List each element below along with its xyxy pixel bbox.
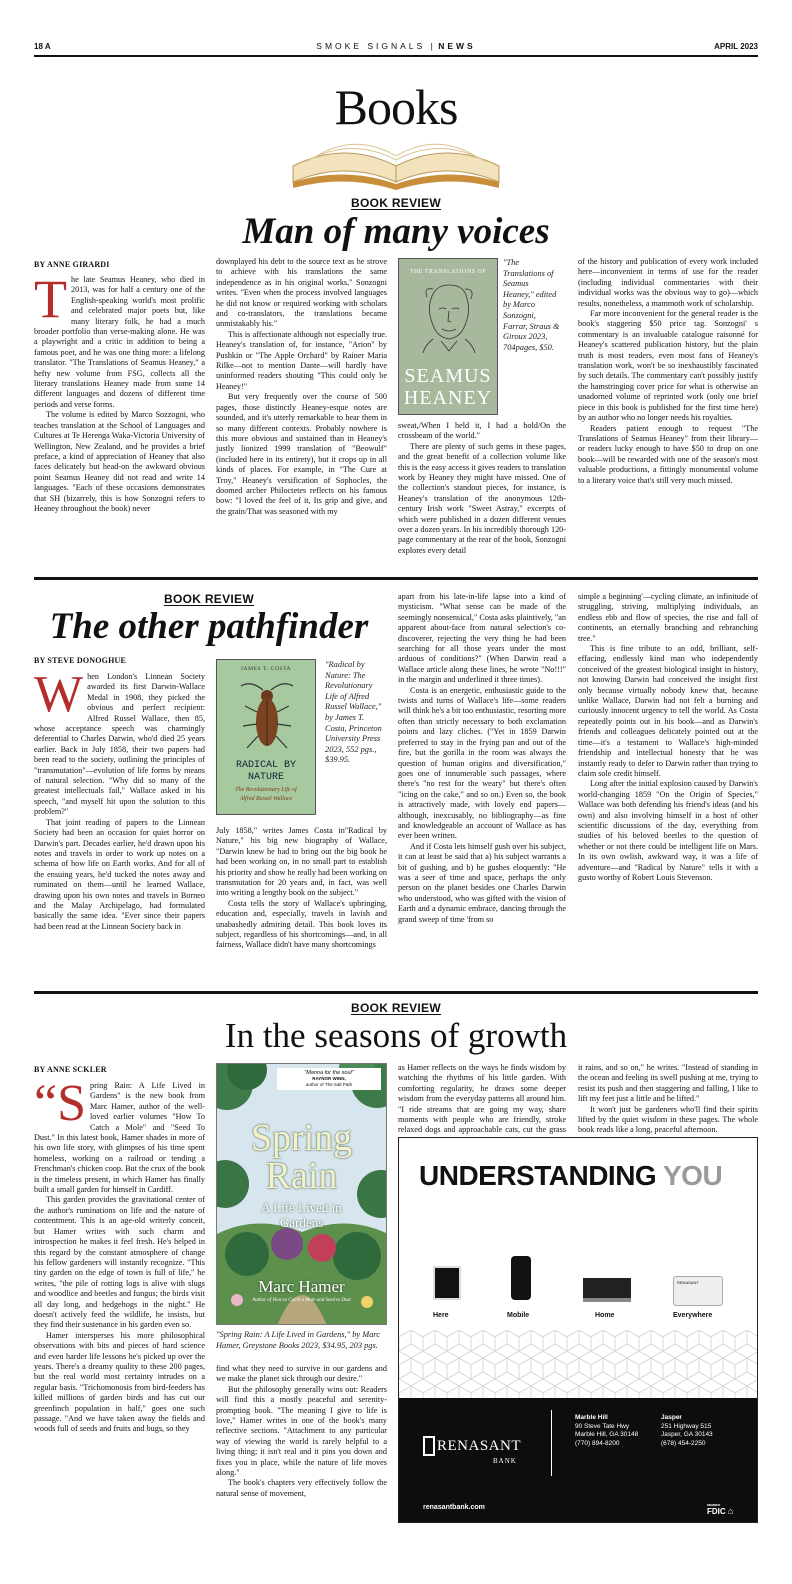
location-city: Jasper, GA 30143: [661, 1431, 713, 1438]
cover-subtitle-1: The Revolutionary Life of: [235, 787, 297, 793]
cover-author: JAMES T. COSTA: [240, 666, 292, 672]
paragraph: The volume is edited by Marco Sozzogni, who teaches translation at the School of Languages and Cultures at Te Herenga Waka-Victoria University of Wellington, New Zealand, and he provides a brief preface, a kind of appreciation of Heaney that also faces delicately but head-on the awkward obvious point Seamus Heaney did not read and write 14 languages. "Each of these occasions demonstrates that SH (bizarrely, this is how Sonzogni refers to Heaney throughout the book) never: [34, 410, 205, 513]
paragraph: It won't just be gardeners who'll find their spirits lifted by the quiet wisdom in these pages. The whole book reads like a long, peaceful afternoon.: [578, 1104, 758, 1135]
paragraph: downplayed his debt to the source text as he strove to achieve with his translations the same independence as in his original works," Sonzogni writes. "Even when the process involved languages he did not know or required working with scholars and co-translators, the translations became unmistakably his.": [216, 257, 387, 329]
paragraph: And if Costa lets himself gush over his subject, it can at least be said that a) his subject warrants a bit of gushing, and b) he gushes eloquently: "He was a seer of time and space, perhaps the only person on the planet besides one Charles Darwin who understood, who was gifted with the vision of Earth and a dynamic embrace, dancing through the grand sweep of time 'from so: [398, 841, 566, 924]
page-header: [34, 40, 758, 54]
paragraph: as Hamer reflects on the ways he finds wisdom by watching the rhythms of his little garden. With comforting regularity, he draws some deeper wisdom from the everyday patterns all around him. "I ride streams that are going my way, share moments with people who are friendly, stroke relaxed dogs and approachable cats, cut the grass: [398, 1063, 566, 1135]
ad-footer: [399, 1398, 758, 1523]
review3-caption: "Spring Rain: A Life Lived in Gardens," by Marc Hamer, Greystone Books 2023, $34.95, 203 pgs.: [216, 1330, 381, 1350]
review2-dropcap: W: [34, 666, 84, 723]
paragraph: it rains, and so on," he writes. "Instead of standing in the ocean and feeling its swell pushing at me, trying to resist its push and then staggering and falling, I like to lift my feet just a little and be lifted.": [578, 1063, 758, 1104]
paragraph: There are plenty of such gems in these pages, and the great benefit of a collection volume like this is the easy access it gives readers to translation work by Heaney they might have missed. One of the collection's standout pieces, for instance, is Heaney's translation of the anonymous 12th-century Irish work "Sweet Astray," excerpts of which were published in a dozen different venues over a dozen years. In his incredibly thorough 120-page commentary at the rear of the book, Sonzogni explores every detail: [398, 441, 566, 555]
paragraph: July 1858," writes James Costa in"Radical by Nature," his big new biography of Wallace, "Darwin knew he had to bring out the big book he had been working on, in no small part to establish his priority and show he really had been working on transmutation for 20 years and, in fact, was well into writing a lengthy book on the subject.": [216, 826, 387, 898]
ad-label-here: Here: [433, 1312, 449, 1319]
review2-col4: [578, 592, 758, 883]
review3-col1: [34, 1075, 205, 1435]
logo-name: RENASANT: [437, 1438, 522, 1454]
review1-caption: "The Translations of Seamus Heaney," edited by Marco Sonzogni, Farrar, Straus & Giroux 2023, 704pages, $50.: [503, 258, 560, 352]
paragraph: The book's chapters very effectively follow the natural sense of movement,: [216, 1478, 387, 1498]
ad-website-link[interactable]: renasantbank.com: [423, 1504, 485, 1511]
ad-headline-accent: YOU: [662, 1160, 723, 1191]
cover-title-nature: NATURE: [247, 772, 284, 783]
section-rule-2: [34, 991, 758, 994]
review1-label: BOOK REVIEW: [351, 196, 441, 210]
paragraph: Far more inconvenient for the general reader is the book's staggering $50 price tag. Sonzogni' s commentary is an invaluable catalogue raisonné for Heaney's scattered publication history, but the plain truth is most readers, even most fans of Heaney's translation work, won't be so inexhaustibly fascinated by such details. The commentary can't possibly justify the hamstringing cover price for what is otherwise an unadorned volume of reprinted work (only one brief piece in this book is published for the first time here) by an author who no longer needs his royalties.: [578, 309, 758, 423]
paragraph: simple a beginning'—cycling climate, an infinitude of struggling, striving, multiplying individuals, an endless ebb and flow of species, the rise and fall of continents, an eternally branching and rebranching tree.": [578, 592, 758, 643]
location-name: Jasper: [661, 1414, 682, 1421]
paragraph: But very frequently over the course of 500 pages, those distinctly Heaney-esque notes are sounded, and it's utterly remarkable to hear them in so many different contexts. Probably nowhere is this more obvious and sustained than in Heaney's justly lionized 1999 translation of "Beowulf" (included here in its entirety), but it crops up in all kinds of places. For example, in "The Cure at Troy," Heaney's versification of Sophocles, the doomed archer Philoctetes reflects on his famous bow: "I loved the feel of it, Its grip and give, and the grain/That was seasoned with my: [216, 392, 387, 516]
issue-date: APRIL 2023: [714, 42, 758, 51]
paragraph: Costa is an energetic, enthusiastic guide to the twists and turns of Wallace's life—some readers will think he's a bit too enthusiastic, resorting more often than strictly necessary to both exclamation points and lazy cliches. ("Yet in 1859 Darwin preferred to stay in the frying pan and out of the fire, but the gorilla in the room was always the question of human origins and diversification," goes one of innumerable such passages, where there's "no rest for the weary" but there's often "icing on the cake," and so on.) Even so, the book is attractively made, with lovely end papers—although, inexcusably, no bibliography—as fine and knowledgeable an account of Wallace as has ever been written.: [398, 685, 566, 841]
cover-title-radical: RADICAL BY: [235, 760, 296, 771]
review3-col3: [398, 1063, 566, 1146]
paragraph: he late Seamus Heaney, who died in 2013, was for half a century one of the English-speaking world's most prolific and celebrated major poets but, like many literary folk, he had a much broader portfolio than verse-making alone. He was a playwright and a critic in addition to being a famous poet, and he was one thing more: a lifelong translator. "The Translations of Seamus Heaney," a hefty new volume from FSG, collects all the literary translations Heaney made from some 14 different languages and dozens of different time periods and verse forms.: [34, 275, 205, 409]
publication-name: SMOKE SIGNALS: [316, 41, 426, 51]
paragraph: This garden provides the gravitational center of the author's ruminations on life and the nature of contentment. This is an age-old writerly conceit, but Hamer writes with such charm and introspection he makes it feel fresh. He's helped in this regard by the constant atmosphere of change his fellow gardeners will instantly recognize. "This tiny garden on the edge of town is full of life," he writes, "the pile of rotting logs is alive with slugs and woodlice and beetles and fungus; the birds visit all day long, and hedgehogs in the night." He doesn't actively feed the wildlife, he insists, but they find their sustenance in his garden even so.: [34, 1195, 205, 1330]
header-separator: |: [430, 41, 433, 51]
cover-series-text: THE TRANSLATIONS OF: [409, 269, 487, 275]
blurb-source: RAYNOR WINN,: [312, 1076, 346, 1081]
cover-subtitle-1: A Life Lived in: [261, 1200, 342, 1215]
ad-label-home: Home: [595, 1312, 615, 1319]
blurb-quote: "Manna for the soul": [304, 1070, 354, 1076]
cover-author-name: Marc Hamer: [258, 1277, 345, 1296]
cover-blurb: [277, 1068, 381, 1090]
page-number: 18 A: [34, 42, 51, 51]
cover-name-seamus: SEAMUS: [404, 365, 492, 387]
review3-label: BOOK REVIEW: [351, 1001, 441, 1015]
location-phone[interactable]: (770) 894-8200: [575, 1439, 620, 1447]
paragraph: This is fine tribute to an odd, brilliant, self-effacing, endlessly kind man who independently conceived of the greatest biological insight in history, not knowing Darwin had conceived the insight first only because virtually nobody knew that, because unlike Wallace, Darwin had not felt a burning and curiously innocent urgency to tell the world. As Costa repeatedly points out in his book—and as Darwin's friends and colleagues delicately pointed out at the time—it's a testament to Wallace's high-minded friendship and intellectual honesty that he was instantly ready to defer to Darwin rather than trying to claim sole credit himself.: [578, 644, 758, 778]
paragraph: pring Rain: A Life Lived in Gardens" is the new book from Marc Hamer, author of the well-loved earlier volumes "How To Catch a Mole" and "Seed To Dust." In this latest book, Hamer shades in more of his own life story, with glimpses of his time spent homeless, working on a railroad or tending a Frenchman's chicken coop. But the crux of the book is the timeless present, in which Hamer has finally built a small garden for himself in Cardiff.: [34, 1081, 205, 1195]
location-address: 251 Highway 515: [661, 1422, 712, 1430]
heaney-portrait-sketch: [421, 281, 477, 353]
books-title: Books: [334, 79, 458, 135]
paragraph: Costa tells the story of Wallace's upbringing, education and, especially, travels in lavish and unabashedly admiring detail. This book loves its subject, regardless of his shortcomings—and, in all fairness, Wallace didn't have many shortcomings: [216, 898, 387, 950]
cover-title-spring: Spring: [250, 1117, 353, 1159]
open-book-illustration: [285, 126, 507, 190]
paragraph: Hamer intersperses his more philosophical observations with bits and pieces of hard science and even harder life lessons he's picked up over the years. There's a dreamy quality to these 200 pages, but the real world most certainty intrudes on a regular basis. "Trichomonosis from bird-feeders has killed millions of garden birds and has cut our greenfinch population in half," goes one such passage. "And we have taken away the fields and woods full of seeds and fruits and bugs, so they: [34, 1330, 205, 1434]
cover-author-credit: Author of How to Catch a Mole and Seed to Dust: [252, 1298, 351, 1303]
paragraph: But the philosophy generally wins out: Readers will find this a mostly peaceful and serenity-prompting book. "The meaning I give to life is love," Hamer writes in one of the book's many reflective sections. "Attachment to any particular way of viewing the world is rarely helpful to a living thing; it isn't real and it pins you down and fixes you in place, while the nature of life moves along.": [216, 1384, 387, 1478]
review1-col4: [578, 257, 758, 486]
review2-col2: [216, 826, 387, 951]
paragraph: sweat,/When I held it, I had a hold/On the crossbeam of the world.": [398, 421, 566, 441]
ad-headline-main: UNDERSTANDING: [419, 1160, 657, 1191]
ad-label-mobile: Mobile: [507, 1312, 530, 1319]
fdic-text: FDIC: [707, 1507, 726, 1516]
location-phone[interactable]: (678) 454-2250: [661, 1439, 706, 1447]
paragraph: hen London's Linnean Society awarded its first Darwin-Wallace Medal in 1908, they picked the obvious and perfect recipient: Alfred Russel Wallace, then 85, whose acceptance speech was charmingly deferential to Charles Darwin, who'd died 25 years earlier. Back in July 1858, their two papers had been read to the society, outlining the principles of "transmutation"—evolution of life forms by means of natural selection. "Why did so many of the greatest intellectuals fail," Wallace asked in his speech, "and myself hit upon the solution to this problem?": [34, 672, 205, 817]
location-name: Marble Hill: [575, 1414, 608, 1421]
review1-col1: [34, 269, 205, 514]
blurb-source-detail: author of The Salt Path: [305, 1082, 353, 1087]
fdic-member: MEMBER: [707, 1503, 721, 1507]
review1-dropcap: T: [34, 269, 67, 329]
open-quote: “: [34, 1075, 58, 1132]
paragraph: Long after the initial explosion caused by Darwin's world-changing 1859 "On the Origin of Species," Wallace was both defending his friend's ideas (and his own) and also involving himself in a host of other scientific discussions of the day, everything from studies of his beloved beetles to the question of whether or not there could be intelligent life on Mars. In its own owlish, awkward way, it was a life of adventure—and "Radical by Nature" tells it with a gusto worthy of Robert Louis Stevenson.: [578, 779, 758, 882]
device-phone: [511, 1256, 531, 1300]
cube-pattern-background: [399, 1330, 758, 1398]
location-address: 90 Steve Tate Hwy: [575, 1422, 630, 1430]
logo-bank: BANK: [493, 1457, 517, 1465]
section-rule-1: [34, 577, 758, 580]
review2-col3: [398, 592, 566, 925]
device-branch-sign: [433, 1266, 461, 1300]
location-city: Marble Hill, GA 30148: [575, 1431, 639, 1438]
spring-rain-cover: [216, 1063, 387, 1325]
section-name: NEWS: [438, 41, 476, 51]
renasant-advertisement[interactable]: [398, 1137, 758, 1523]
review2-title: The other pathfinder: [49, 606, 369, 647]
header-rule: [34, 55, 758, 57]
review1-col2: [216, 257, 387, 517]
cover-title-rain: Rain: [265, 1155, 338, 1197]
review3-title: In the seasons of growth: [224, 1016, 568, 1055]
review3-byline: BY ANNE SCKLER: [34, 1065, 107, 1074]
heaney-book-cover: [398, 258, 498, 415]
equal-housing-icon: ⌂: [727, 1506, 734, 1516]
paragraph: find what they need to survive in our gardens and we make the planet sick through our desire.": [216, 1364, 387, 1384]
review2-byline: BY STEVE DONOGHUE: [34, 656, 127, 665]
device-laptop: [583, 1278, 631, 1302]
paragraph: apart from his late-in-life lapse into a kind of mysticism. "What sense can be made of the seemingly nonsensical," Costa asks plaintively, "an apparent about-face from natural selection's co-discoverer, rejecting the very thing he had been searching for all those years under the most arduous of conditions?" (When Darwin read a Wallace article along these lines, he wrote "No!!!" in the margin and underlined it three times).: [398, 592, 566, 685]
cover-subtitle-2: Alfred Russel Wallace: [239, 796, 293, 802]
dropcap-letter: S: [57, 1075, 87, 1132]
paragraph: This is affectionate although not especially true. Heaney's translation of, for instance, "Arion" by Pushkin or "The Apple Orchard" by Rainer Maria Rilke—not to mention Dante—will hardly have uninformed readers shouting "This could only be Heaney!": [216, 329, 387, 391]
beetle-illustration: [237, 676, 297, 756]
ad-headline: [419, 1160, 722, 1192]
paragraph: That joint reading of papers to the Linnean Society had been an occasion for quiet horror on Darwin's part. Decades earlier, he'd drawn upon his notes and travels in order to work up notes on a schema of how life on Earth works. And for all of the ensuing years, he'd tucked the notes away and ruminated on them—until he learned Wallace, drawing upon his own notes and travels in Borneo and the Malay Archipelago, had formulated basically the same idea. "Ever since their papers had been read at the Linnean Society back in: [34, 817, 205, 931]
masthead: [34, 41, 758, 51]
review3-col2: [216, 1364, 387, 1499]
fdic-badge: [707, 1502, 733, 1515]
cover-subtitle-2: Gardens: [279, 1215, 324, 1230]
review3-col4: [578, 1063, 758, 1136]
ad-footer-divider: [551, 1410, 552, 1476]
paragraph: of the history and publication of every work included here—inconvenient in terms of use for the reader (including individual commentaries with their individual works was the obvious way to go)—which results, nonetheless, a mammoth work of scholarship.: [578, 257, 758, 308]
ad-label-everywhere: Everywhere: [673, 1312, 713, 1319]
review3-dropcap: [34, 1075, 87, 1132]
review2-label: BOOK REVIEW: [164, 592, 254, 606]
review2-col1: [34, 666, 205, 932]
card-brand: RENASANT: [677, 1280, 699, 1285]
location-marble-hill: [575, 1414, 638, 1448]
renasant-logo-mark: [423, 1436, 435, 1456]
review1-col3: [398, 421, 566, 556]
cover-name-heaney: HEANEY: [403, 387, 493, 409]
paragraph: Readers patient enough to request "The Translations of Seamus Heaney" from their library—or readers lucky enough to have $50 to drop on one book—will be rewarded with one of the season's most valuable productions, a fittingly monumental volume to a literary voice that's still very much missed.: [578, 423, 758, 485]
review1-byline: BY ANNE GIRARDI: [34, 260, 110, 269]
device-card: [673, 1276, 723, 1306]
location-jasper: [661, 1414, 713, 1448]
review2-caption: "Radical by Nature: The Revolutionary Life of Alfred Russel Wallace," by James T. Costa, Princeton University Press 2023, 552 pgs., $39.95.: [325, 660, 382, 765]
radical-by-nature-cover: [216, 659, 316, 815]
review1-title: Man of many voices: [242, 211, 550, 252]
